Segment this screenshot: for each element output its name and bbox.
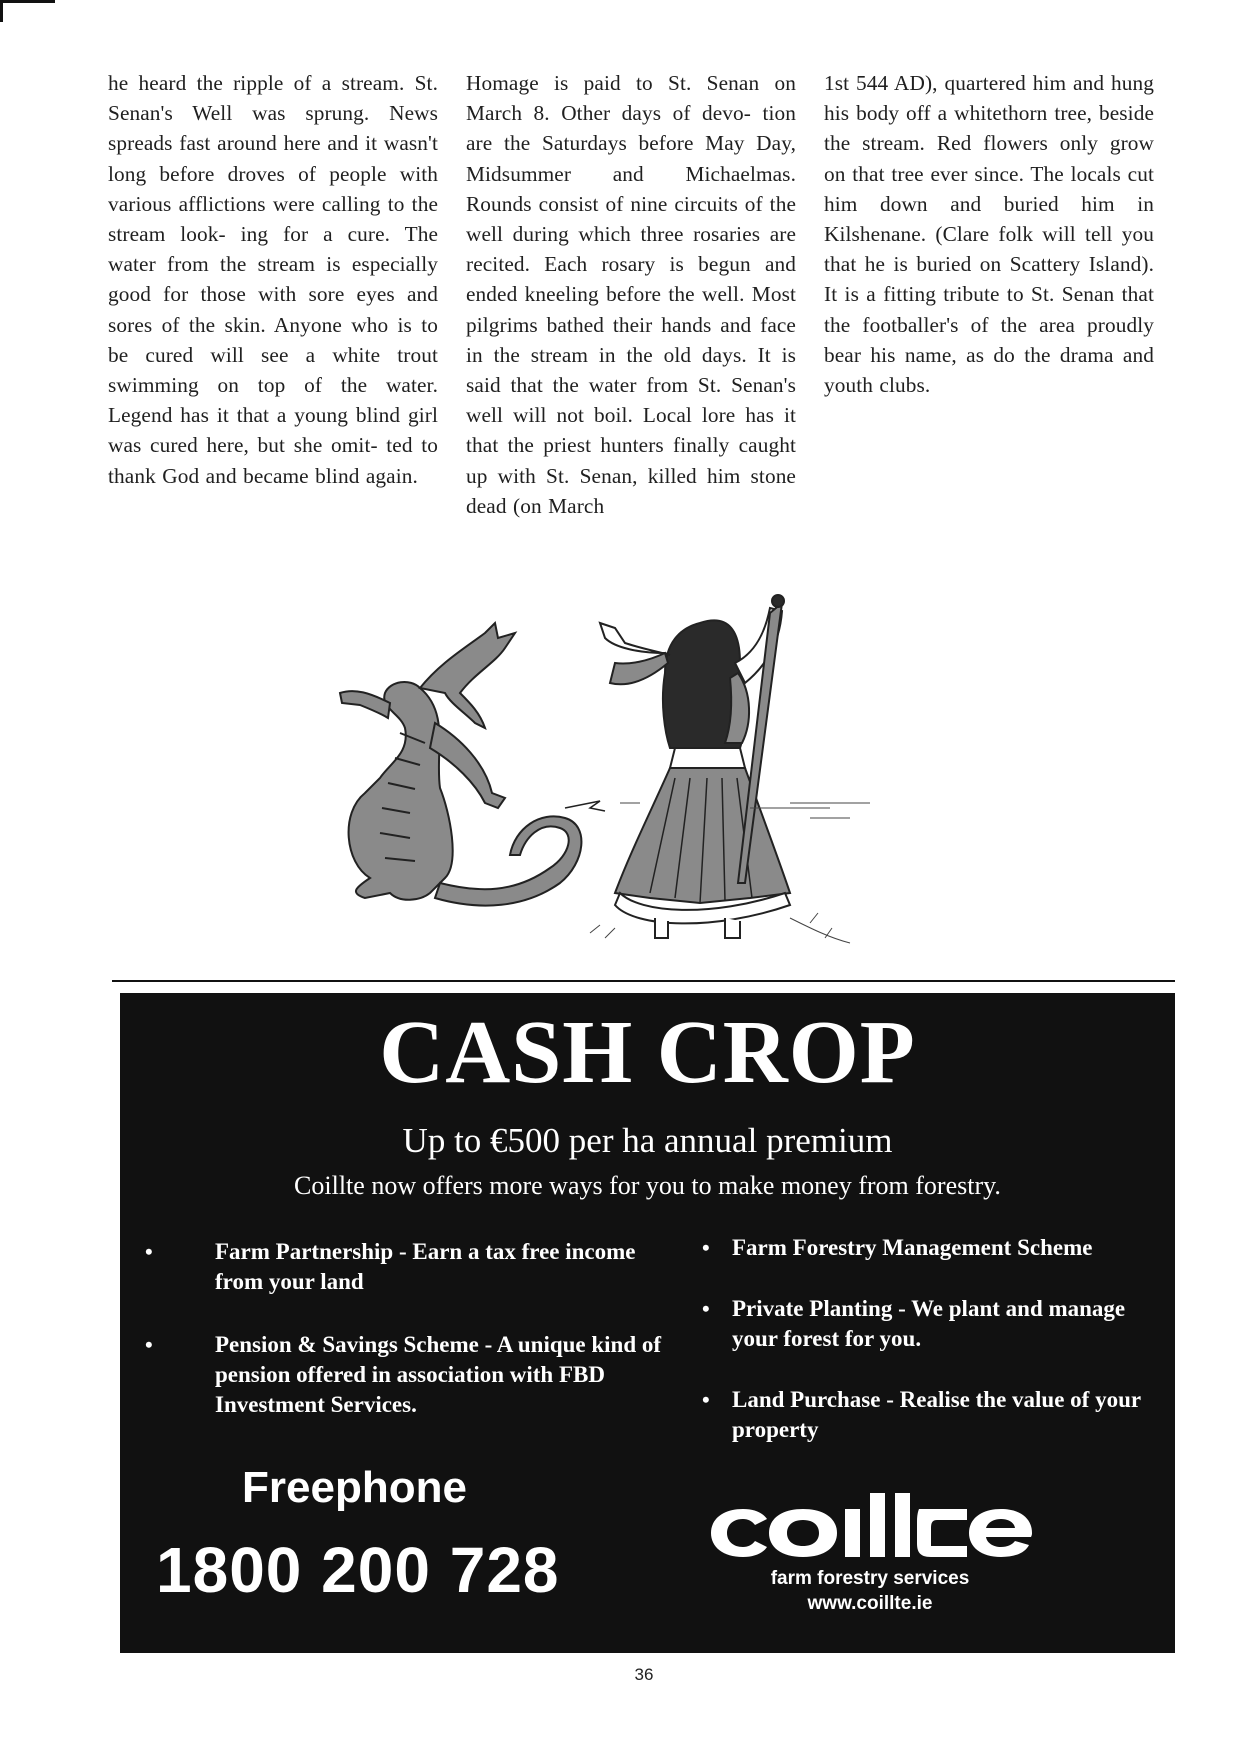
saint-figure (600, 595, 790, 938)
dragon-figure (340, 623, 581, 906)
ad-bullet-farm-forestry-management (702, 1233, 1152, 1263)
article-text-1: he heard the ripple of a stream. St. Senan's Well was sprung. News spreads fast around here and it wasn't long before droves of people with various afflictions were calling to the stream look- ing for a cure. The water from the stream is especially good for those with sore eyes and sores of the skin. Anyone who is to be cured will see a white trout swimming on top of the water. Legend has it that a young blind girl was cured here, but she omit- ted to thank God and became blind again. (108, 71, 438, 488)
ad-subtitle: Up to €500 per ha annual premium (402, 1121, 893, 1160)
section-divider (112, 980, 1175, 982)
ad-bullet-farm-partnership (145, 1237, 675, 1297)
page-number: 36 (634, 1665, 654, 1684)
ad-bullet-land-purchase (702, 1385, 1152, 1445)
brand-url: www.coillte.ie (807, 1593, 933, 1614)
ad-title: CASH CROP (379, 1003, 916, 1102)
bullet-text: Farm Partnership - Earn a tax free income from your land (215, 1239, 636, 1294)
bullet-dot: • (702, 1235, 710, 1260)
bullet-text: Land Purchase - Realise the value of your property (732, 1387, 1141, 1442)
bullet-text: Pension & Savings Scheme - A unique kind of pension offered in association with FBD Investment Services. (215, 1332, 662, 1417)
coillte-logo (705, 1491, 1035, 1561)
corner-crop-mark-vertical (0, 0, 3, 22)
brand-tagline: farm forestry services (770, 1568, 970, 1589)
bullet-text: Private Planting - We plant and manage your forest for you. (732, 1296, 1126, 1351)
ad-tagline: Coillte now offers more ways for you to make money from forestry. (294, 1171, 1001, 1200)
article-column-3 (824, 68, 1154, 521)
article-column-1 (108, 68, 438, 521)
ad-bullet-private-planting (702, 1294, 1152, 1354)
saint-and-dragon-illustration (270, 593, 970, 963)
freephone-number: 1800 200 728 (156, 1534, 560, 1606)
coillte-advertisement (120, 993, 1175, 1653)
bullet-text: Farm Forestry Management Scheme (732, 1235, 1093, 1260)
article-columns (108, 68, 1170, 521)
bullet-dot: • (702, 1296, 710, 1321)
bullet-dot: • (145, 1239, 153, 1264)
bullet-dot: • (145, 1332, 153, 1357)
article-text-2: Homage is paid to St. Senan on March 8. Other days of devo- tion are the Saturdays before May Day, Midsummer and Michaelmas. Rounds consist of nine circuits of the well during which three rosaries are recited. Each rosary is begun and ended kneeling before the well. Most pilgrims bathed their hands and face in the stream in the old days. It is said that the water from St. Senan's well will not boil. Local lore has it that the priest hunters finally caught up with St. Senan, killed him stone dead (on March (466, 71, 796, 518)
ad-bullet-pension-savings (145, 1330, 675, 1420)
freephone-label: Freephone (242, 1463, 467, 1512)
article-text-3: 1st 544 AD), quartered him and hung his body off a whitethorn tree, beside the stream. Red flowers only grow on that tree ever since. The locals cut him down and buried him in Kilshenane. (Clare folk will tell you that he is buried on Scattery Island). It is a fitting tribute to St. Senan that the footballer's of the area proudly bear his name, as do the drama and youth clubs. (824, 71, 1154, 398)
article-column-2 (466, 68, 796, 521)
corner-crop-mark (0, 0, 55, 3)
bullet-dot: • (702, 1387, 710, 1412)
